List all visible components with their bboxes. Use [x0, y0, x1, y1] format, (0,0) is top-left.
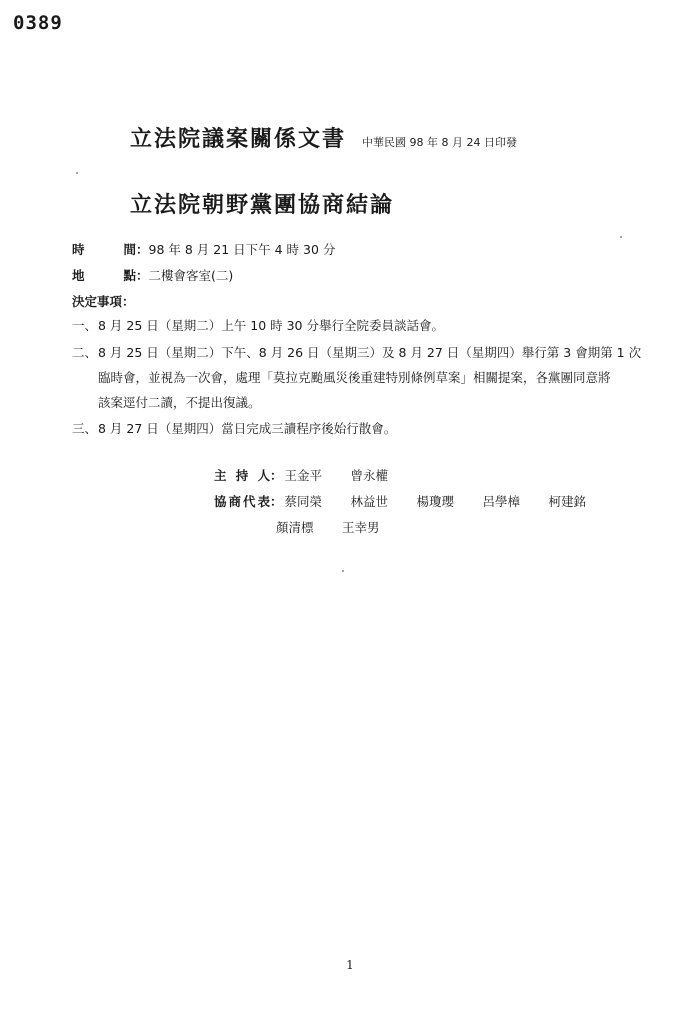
scan-speck [76, 172, 78, 174]
decisions-heading: 決定事項： [72, 294, 135, 309]
page-title: 立法院朝野黨團協商結論 [130, 192, 395, 218]
place-colon: ： [136, 268, 149, 283]
archive-number: 0389 [13, 12, 63, 34]
chair-name: 王金平 [284, 468, 323, 483]
negotiator-name: 顏清標 [276, 520, 314, 535]
decision-text-line: 臨時會，並視為一次會，處理「莫拉克颱風災後重建特別條例草案」相關提案，各黨團同意將 [98, 370, 611, 385]
decision-text-line: 8 月 25 日（星期二）下午、8 月 26 日（星期三）及 8 月 27 日（星期四）舉行第 3 會期第 1 次 [98, 345, 642, 360]
time-label: 時間 [72, 242, 136, 257]
negotiator-name: 柯建銘 [548, 494, 587, 509]
negotiator-name: 林益世 [350, 494, 389, 509]
time-colon: ： [136, 242, 149, 257]
decision-item-1 [72, 313, 652, 338]
negotiator-name: 蔡同榮 [284, 494, 323, 509]
place-value: 二樓會客室(二) [148, 268, 234, 283]
print-date: 中華民國 98 年 8 月 24 日印發 [362, 136, 517, 149]
negotiators-row-2 [276, 518, 408, 536]
decision-text-line: 8 月 25 日（星期二）上午 10 時 30 分舉行全院委員談話會。 [98, 318, 444, 333]
negotiator-name: 呂學樟 [482, 494, 521, 509]
chairs-colon: ： [270, 468, 283, 483]
time-value: 98 年 8 月 21 日下午 4 時 30 分 [148, 242, 336, 257]
decision-number: 三、 [72, 421, 98, 436]
time-field [72, 240, 335, 258]
negotiator-name: 王幸男 [342, 520, 380, 535]
document-type: 立法院議案關係文書 [130, 126, 347, 152]
negotiators-colon: ： [270, 494, 283, 509]
negotiator-name: 楊瓊瓔 [416, 494, 455, 509]
negotiators-label: 協商代表 [214, 494, 270, 509]
decision-item-3 [72, 416, 652, 441]
scan-speck [620, 236, 622, 238]
chairs-row [214, 466, 417, 484]
place-field [72, 266, 233, 284]
chairs-label: 主持人 [214, 468, 270, 483]
place-label: 地點 [72, 268, 136, 283]
document-header [130, 122, 517, 153]
decision-text-line: 8 月 27 日（星期四）當日完成三讀程序後始行散會。 [98, 421, 397, 436]
negotiators-row [214, 492, 615, 510]
page-number: 1 [346, 958, 354, 972]
decision-text-line: 該案逕付二讀，不提出復議。 [98, 395, 261, 410]
decision-item-2 [72, 340, 652, 415]
scan-speck [342, 570, 344, 572]
decision-number: 二、 [72, 345, 98, 360]
chair-name: 曾永權 [350, 468, 389, 483]
decision-number: 一、 [72, 318, 98, 333]
